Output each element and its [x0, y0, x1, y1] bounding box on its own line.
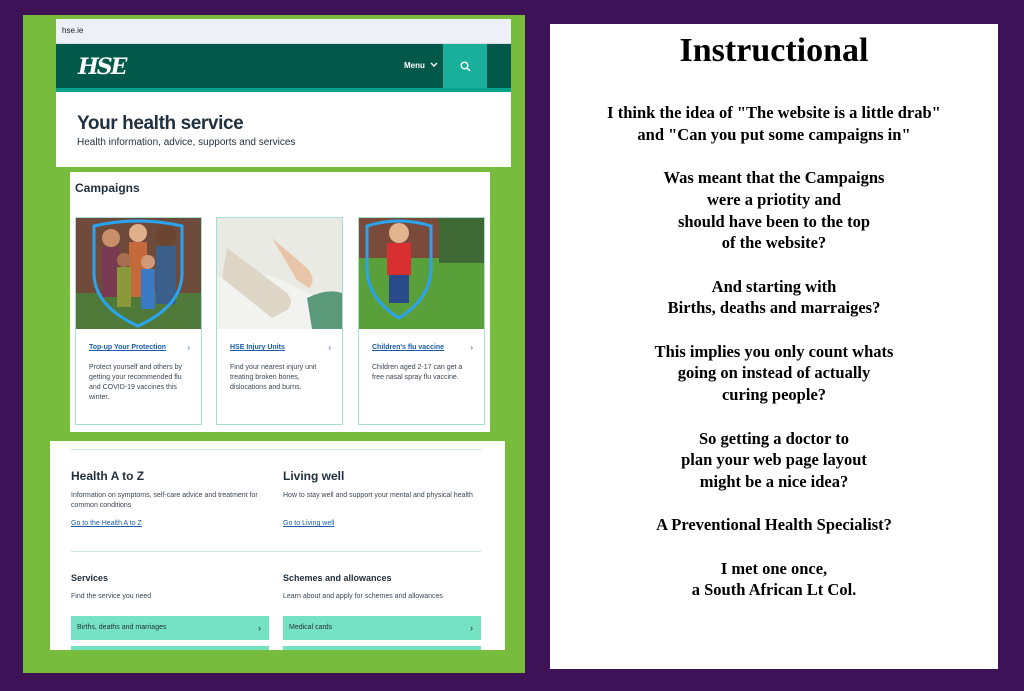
site-header	[56, 44, 511, 88]
section-description: Learn about and apply for schemes and allowances	[283, 593, 443, 600]
section-title: Living well	[283, 469, 345, 483]
divider	[71, 551, 481, 552]
card-description: Protect yourself and others by getting your recommended flu and COVID-19 vaccines this winter.	[89, 364, 182, 401]
hse-logo[interactable]: HSE	[78, 54, 126, 80]
note-line: should have been to the top	[677, 211, 871, 231]
chevron-right-icon: ›	[258, 623, 261, 633]
note-line	[550, 536, 998, 558]
note-line	[550, 493, 998, 515]
next-button-partial[interactable]	[71, 646, 269, 650]
note-line: I met one once,	[720, 558, 828, 578]
note-line	[550, 145, 998, 167]
card-link[interactable]: Top-up Your Protection	[89, 344, 166, 351]
note-line: and "Can you put some campaigns in"	[637, 124, 911, 144]
button-label: Births, deaths and marriages	[77, 624, 167, 631]
menu-button[interactable]	[404, 61, 438, 70]
search-button[interactable]	[443, 44, 487, 88]
instructional-note	[550, 24, 998, 669]
next-button-partial[interactable]	[283, 646, 481, 650]
campaign-card-protection[interactable]	[75, 217, 202, 425]
note-line: of the website?	[721, 233, 827, 253]
header-accent-line	[56, 88, 511, 92]
note-line: a South African Lt Col.	[691, 580, 857, 600]
section-title: Services	[71, 573, 109, 583]
medical-cards-button[interactable]	[283, 616, 481, 640]
note-line: Births, deaths and marraiges?	[667, 298, 881, 318]
divider	[71, 449, 481, 450]
note-line: I think the idea of "The website is a little drab"	[607, 103, 941, 122]
section-title: Health A to Z	[71, 469, 145, 483]
births-deaths-marriages-button[interactable]	[71, 616, 269, 640]
button-label: Medical cards	[289, 624, 333, 631]
note-line: going on instead of actually	[677, 363, 871, 383]
content-sections	[50, 441, 505, 650]
note-line: might be a nice idea?	[699, 471, 849, 491]
chevron-down-icon	[430, 62, 438, 68]
address-bar[interactable]: hse.ie	[56, 19, 511, 44]
note-body	[550, 102, 998, 601]
campaign-card-flu-vaccine[interactable]	[358, 217, 485, 425]
living-well-link[interactable]: Go to Living well	[283, 520, 335, 527]
campaigns-section	[70, 172, 490, 432]
note-line: And starting with	[711, 276, 837, 296]
family-photo	[76, 218, 201, 329]
section-description: How to stay well and support your mental and physical health	[283, 492, 473, 499]
campaign-card-injury-units[interactable]	[216, 217, 343, 425]
chevron-right-icon: ›	[187, 343, 190, 352]
note-line: A Preventional Health Specialist?	[656, 515, 892, 535]
note-line: were a priotity and	[707, 189, 841, 209]
note-line: This implies you only count whats	[654, 341, 894, 361]
child-photo	[359, 218, 484, 329]
menu-label: Menu	[404, 61, 425, 70]
note-line: curing people?	[721, 385, 827, 405]
section-description: Find the service you need	[71, 593, 152, 600]
chevron-right-icon: ›	[470, 623, 473, 633]
browser-window	[56, 19, 511, 167]
search-icon	[460, 61, 471, 72]
note-line: So getting a doctor to	[698, 428, 849, 448]
chevron-right-icon: ›	[328, 343, 331, 352]
cast-photo	[217, 218, 342, 329]
card-link[interactable]: HSE Injury Units	[230, 344, 285, 351]
note-title: Instructional	[679, 32, 869, 69]
note-line: plan your web page layout	[681, 450, 867, 470]
page-title: Your health service	[77, 113, 244, 134]
card-description: Children aged 2-17 can get a free nasal spray flu vaccine.	[372, 364, 463, 381]
card-link[interactable]: Children's flu vaccine	[372, 344, 445, 351]
note-line	[550, 406, 998, 428]
note-line	[550, 254, 998, 276]
note-line: Was meant that the Campaigns	[663, 168, 885, 188]
health-az-link[interactable]: Go to the Health A to Z	[71, 520, 142, 527]
page-subtitle: Health information, advice, supports and services	[77, 137, 296, 148]
card-description: Find your nearest injury unit treating broken bones, dislocations and burns.	[230, 364, 317, 391]
note-line	[550, 319, 998, 341]
chevron-right-icon: ›	[470, 343, 473, 352]
campaigns-title: Campaigns	[75, 181, 140, 195]
section-description: Information on symptoms, self-care advice and treatment for common conditions	[71, 492, 258, 509]
section-title: Schemes and allowances	[283, 573, 392, 583]
